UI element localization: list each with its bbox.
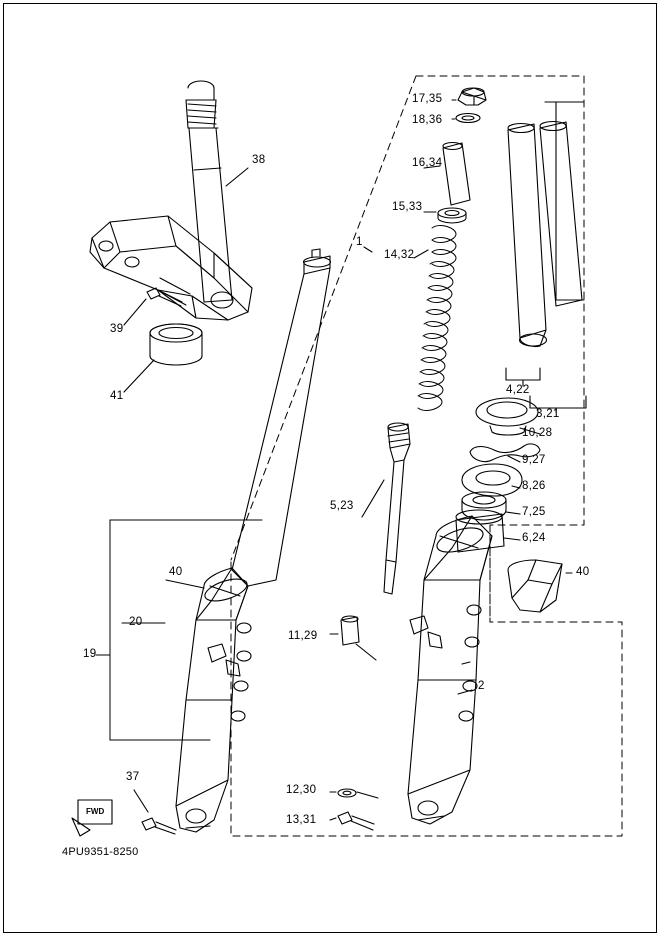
callout-18-36: 18,36 [412,114,443,126]
callout-10-28: 10,28 [522,427,553,439]
callout-20: 20 [129,616,143,628]
callout-9-27: 9,27 [522,454,546,466]
callout-19: 19 [83,648,97,660]
callout-11-29: 11,29 [288,630,318,642]
callout-1: 1 [356,236,363,248]
callout-7-25: 7,25 [522,506,546,518]
callout-40-right: 40 [576,566,590,578]
callout-8-26: 8,26 [522,480,546,492]
callout-15-33: 15,33 [392,201,423,213]
callout-4-22: 4,22 [506,384,530,396]
callout-16-34: 16,34 [412,157,443,169]
drawing-part-number: 4PU9351-8250 [62,846,139,858]
callout-12-30: 12,30 [286,784,317,796]
callout-37: 37 [126,771,140,783]
callout-40-left: 40 [169,566,183,578]
callout-3-21: 3,21 [536,408,560,420]
callout-2: 2 [478,680,485,692]
callout-6-24: 6,24 [522,532,546,544]
callout-41: 41 [110,390,124,402]
callout-14-32: 14,32 [384,249,415,261]
callout-5-23: 5,23 [330,500,354,512]
callout-17-35: 17,35 [412,93,443,105]
callout-38: 38 [252,154,266,166]
callout-13-31: 13,31 [286,814,317,826]
callout-39: 39 [110,323,124,335]
fwd-marker-label: FWD [86,807,105,816]
